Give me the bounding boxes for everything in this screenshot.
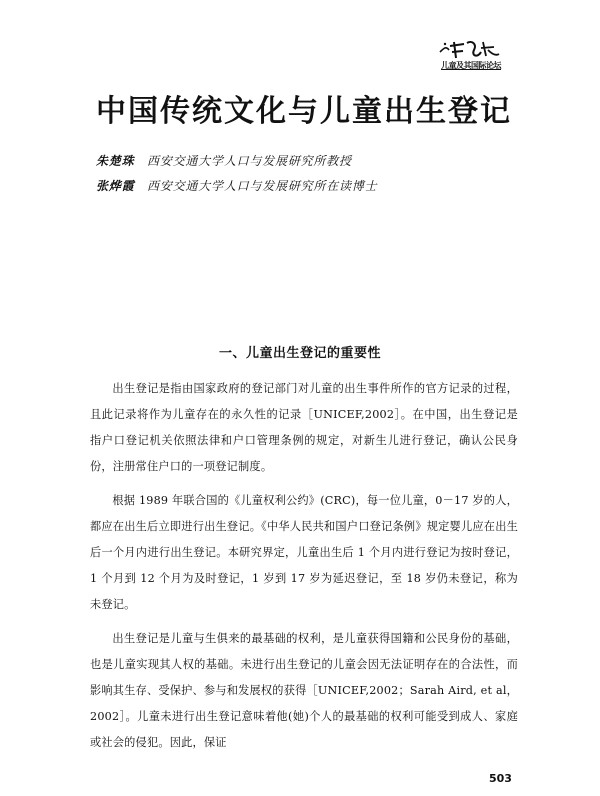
logo-caption: 儿童及其国际论坛 xyxy=(441,61,501,70)
body-paragraph: 出生登记是儿童与生俱来的最基础的权利，是儿童获得国籍和公民身份的基础，也是儿童实现其人权的基础。未进行出生登记的儿童会因无法证明存在的合法性，而影响其生存、受保护、参与和发展权的获得［UNICEF,2002；Sarah Aird, et al，2002］。儿童未进行出生登记意味着他(她)个人的最基础的权利可能受到成人、家庭或社会的侵犯。因此，保证 xyxy=(90,632,518,749)
section-heading: 一、儿童出生登记的重要性 xyxy=(218,346,381,361)
body-paragraph: 根据 1989 年联合国的《儿童权利公约》(CRC)，每一位儿童，0－17 岁的人，都应在出生后立即进行出生登记。《中华人民共和国户口登记条例》规定婴儿应在出生后一个月内进行出生登记。本研究界定，儿童出生后 1 个月内进行登记为按时登记，1 个月到 12 个月为及时登记，1 岁到 17 岁为延迟登记，至 18 岁仍未登记，称为未登记。 xyxy=(90,494,518,611)
body-paragraph: 出生登记是指由国家政府的登记部门对儿童的出生事件所作的官方记录的过程，且此记录将作为儿童存在的永久性的记录［UNICEF,2002］。在中国，出生登记是指户口登记机关依照法律和户口管理条例的规定，对新生儿进行登记，确认公民身份，注册常住户口的一项登记制度。 xyxy=(90,382,518,473)
author-affiliation: 西安交通大学人口与发展研究所在读博士 xyxy=(147,179,378,193)
page-title: 中国传统文化与儿童出生登记 xyxy=(96,94,512,129)
author-name: 朱楚珠 xyxy=(96,154,135,168)
body-text xyxy=(90,376,518,764)
author-line xyxy=(96,152,352,169)
author-affiliation: 西安交通大学人口与发展研究所教授 xyxy=(147,154,352,168)
author-name: 张烨霞 xyxy=(96,179,135,193)
page-number: 503 xyxy=(489,772,512,785)
author-line xyxy=(96,177,377,194)
